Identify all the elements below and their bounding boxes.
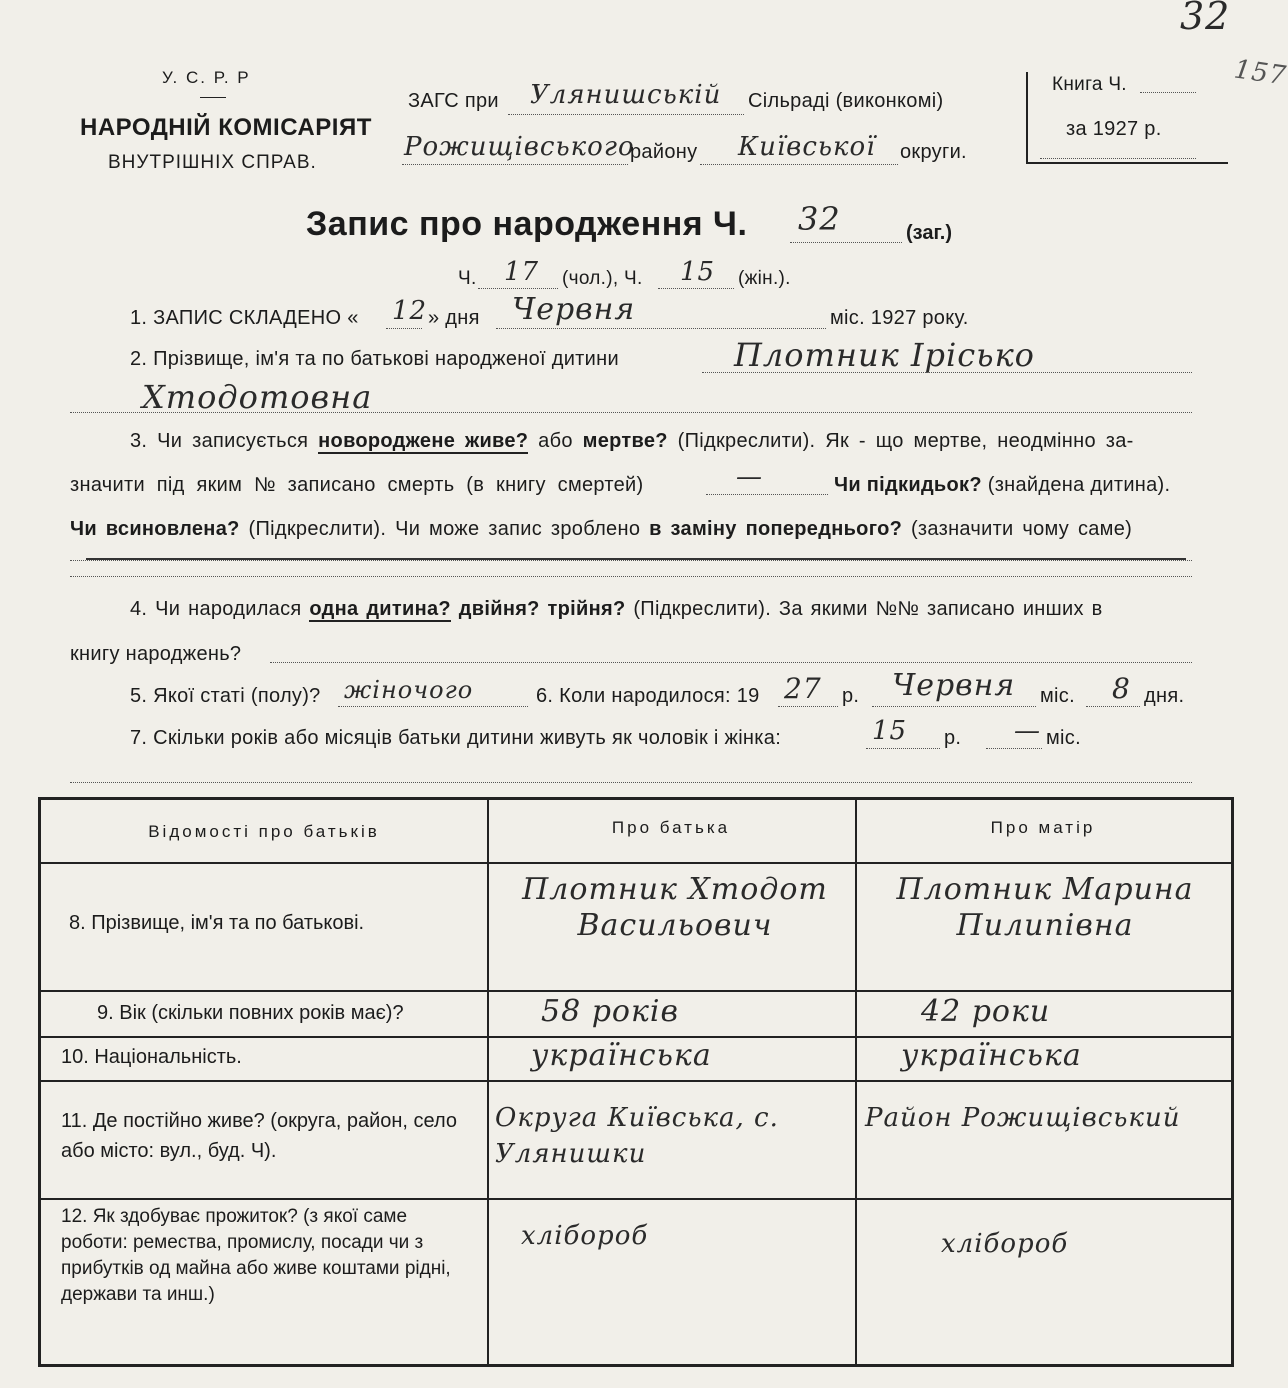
male-label: (чол.), Ч. <box>562 268 643 289</box>
record-number-line <box>790 242 902 243</box>
item6-year-line <box>778 706 838 707</box>
item1-mid: » дня <box>428 307 480 329</box>
item3-adopted: Чи всиновлена? <box>70 518 240 540</box>
item6-dnya: дня. <box>1144 685 1185 707</box>
item3-replace: в заміну попереднього? <box>649 518 903 540</box>
item6-year: 27 <box>784 672 822 705</box>
item1-prefix: 1. ЗАПИС СКЛАДЕНО « <box>130 307 359 329</box>
commissariat-title: НАРОДНІЙ КОМІСАРІЯТ <box>80 114 372 141</box>
row10-label: 10. Національність. <box>61 1046 242 1068</box>
header-dash <box>200 97 226 98</box>
row11-father: Округа Київська, с. Улянишки <box>495 1103 779 1169</box>
item1-suffix: міс. 1927 року. <box>830 307 969 329</box>
header-info: Відомості про батьків <box>148 822 380 841</box>
item3-foundling <box>834 474 1170 497</box>
item6-r: р. <box>842 685 860 707</box>
record-number: 32 <box>798 200 841 238</box>
zags-village-value: Улянишській <box>530 80 722 110</box>
row9-mother: 42 роки <box>921 994 1051 1029</box>
item1-month: Червня <box>512 292 636 327</box>
row10-father: українська <box>531 1038 712 1073</box>
item6-month: Червня <box>892 668 1016 703</box>
side-page-number: 157 <box>1232 54 1288 92</box>
row11-label: 11. Де постійно живе? (округа, район, село або місто: вул., буд. Ч). <box>61 1110 458 1162</box>
item4-line2: книгу народжень? <box>70 643 242 665</box>
row8-father: Плотник Хтодот Васильович <box>522 872 828 943</box>
item4-l1a: 4. Чи народилася <box>130 598 310 620</box>
header-mother: Про матір <box>990 818 1096 837</box>
col-divider-1 <box>487 800 489 1364</box>
book-year: за 1927 р. <box>1066 118 1162 140</box>
header-father: Про батька <box>611 818 731 837</box>
parents-table <box>38 797 1234 1367</box>
row12-father: хлібороб <box>521 1221 649 1251</box>
zags-village-line <box>508 114 744 115</box>
okruga-value: Київської <box>738 132 876 162</box>
zags-suffix: Сільраді (виконкомі) <box>748 90 944 112</box>
item7-years: 15 <box>872 716 908 746</box>
male-prefix: Ч. <box>458 268 477 289</box>
row12-mother: хлібороб <box>941 1229 1069 1259</box>
item6-label: 6. Коли народилося: 19 <box>536 685 760 707</box>
item3-line3 <box>70 518 1132 541</box>
district-line <box>402 164 628 165</box>
item3-line2 <box>70 474 644 497</box>
okruga-line <box>700 164 898 165</box>
item4-l1d: (Підкреслити). За якими №№ записано инших в <box>625 598 1103 620</box>
item3-l3d: (зазначити чому саме) <box>902 518 1133 540</box>
item5-value: жіночого <box>344 676 474 704</box>
female-count-line <box>658 288 734 289</box>
item3-l1a: 3. Чи записується <box>130 430 319 452</box>
item1-day-line <box>386 328 422 329</box>
item3-l1c: або <box>528 430 583 452</box>
row12-label: 12. Як здобуває прожиток? (з якої саме роботи: ремества, промислу, посади чи з прибутків од майна або живе коштами рідні, держави та инш.) <box>61 1206 451 1305</box>
item6-month-line <box>872 706 1036 707</box>
item2-value2: Хтодотовна <box>142 378 373 416</box>
ussr-label: У. С. Р. Р <box>162 68 251 87</box>
row8-mother: Плотник Марина Пилипівна <box>896 872 1194 943</box>
item2-line2 <box>70 412 1192 413</box>
check-mark-number: 32 <box>1180 0 1231 38</box>
item3-dead: мертве? <box>582 430 668 452</box>
item4-line1 <box>130 598 1103 621</box>
row10-mother: українська <box>901 1038 1082 1073</box>
internal-affairs-label: ВНУТРІШНІХ СПРАВ. <box>108 152 317 173</box>
item7-years-line <box>866 748 940 749</box>
item2-line1 <box>702 372 1192 373</box>
okruga-label: округи. <box>900 141 967 163</box>
item6-day-line <box>1086 706 1140 707</box>
item3-l1e: (Підкреслити). Як - що мертве, неодмінно за- <box>667 430 1134 452</box>
row-divider-8 <box>41 990 1231 992</box>
female-label: (жін.). <box>738 268 791 289</box>
record-title: Запис про народження Ч. <box>306 205 748 243</box>
item3-foundling-note: (знайдена дитина). <box>981 474 1171 496</box>
item6-day: 8 <box>1112 672 1131 705</box>
row9-label: 9. Вік (скільки повних років має)? <box>97 1002 404 1024</box>
row-divider-11 <box>41 1198 1231 1200</box>
zags-prefix: ЗАГС при <box>408 90 499 112</box>
item7-months-line <box>986 748 1042 749</box>
item3-l2a: значити під яким № записано смерть (в книгу смертей) <box>70 474 644 496</box>
item5-label: 5. Якої статі (полу)? <box>130 685 321 707</box>
row11-mother: Район Рожищівський <box>865 1103 1181 1133</box>
item1-month-line <box>496 328 826 329</box>
male-count-line <box>478 288 558 289</box>
item3-alive: новороджене живе? <box>318 430 529 452</box>
item2-value1: Плотник Ірісько <box>734 336 1035 374</box>
item7-extra-line <box>70 782 1192 783</box>
item3-line1 <box>130 430 1134 453</box>
item7-months: — <box>1014 716 1041 746</box>
col-divider-2 <box>855 800 857 1364</box>
male-count: 17 <box>504 257 540 287</box>
district-label: району <box>630 141 698 163</box>
item6-mis: міс. <box>1040 685 1075 707</box>
district-value: Рожищівського <box>404 132 635 162</box>
row9-father: 58 років <box>541 994 679 1029</box>
item3-line-b <box>70 576 1192 577</box>
item3-death-line <box>706 494 828 495</box>
book-label: Книга Ч. <box>1052 74 1127 95</box>
item3-line-a <box>70 560 1192 561</box>
item4-twins: двійня? трійня? <box>450 598 626 620</box>
item7-r: р. <box>944 727 962 749</box>
item4-single: одна дитина? <box>309 598 451 620</box>
book-year-line <box>1040 158 1196 159</box>
item7-mis: міс. <box>1046 727 1081 749</box>
item3-l3b: (Підкреслити). Чи може запис зроблено <box>239 518 650 540</box>
book-line <box>1140 92 1196 93</box>
item1-day: 12 <box>392 296 428 326</box>
row8-label: 8. Прізвище, ім'я та по батькові. <box>69 912 365 934</box>
item3-death-value: — <box>736 462 763 492</box>
row-divider-10 <box>41 1080 1231 1082</box>
female-count: 15 <box>680 257 716 287</box>
item7-label: 7. Скільки років або місяців батьки дитини живуть як чоловік і жінка: <box>130 727 782 749</box>
item2-label: 2. Прізвище, ім'я та по батькові народженої дитини <box>130 348 619 370</box>
item4-answer-line <box>270 662 1192 663</box>
item5-line <box>338 706 528 707</box>
item3-foundling-q: Чи підкидьок? <box>834 474 982 496</box>
row-divider-header <box>41 862 1231 864</box>
total-label: (заг.) <box>906 222 953 244</box>
